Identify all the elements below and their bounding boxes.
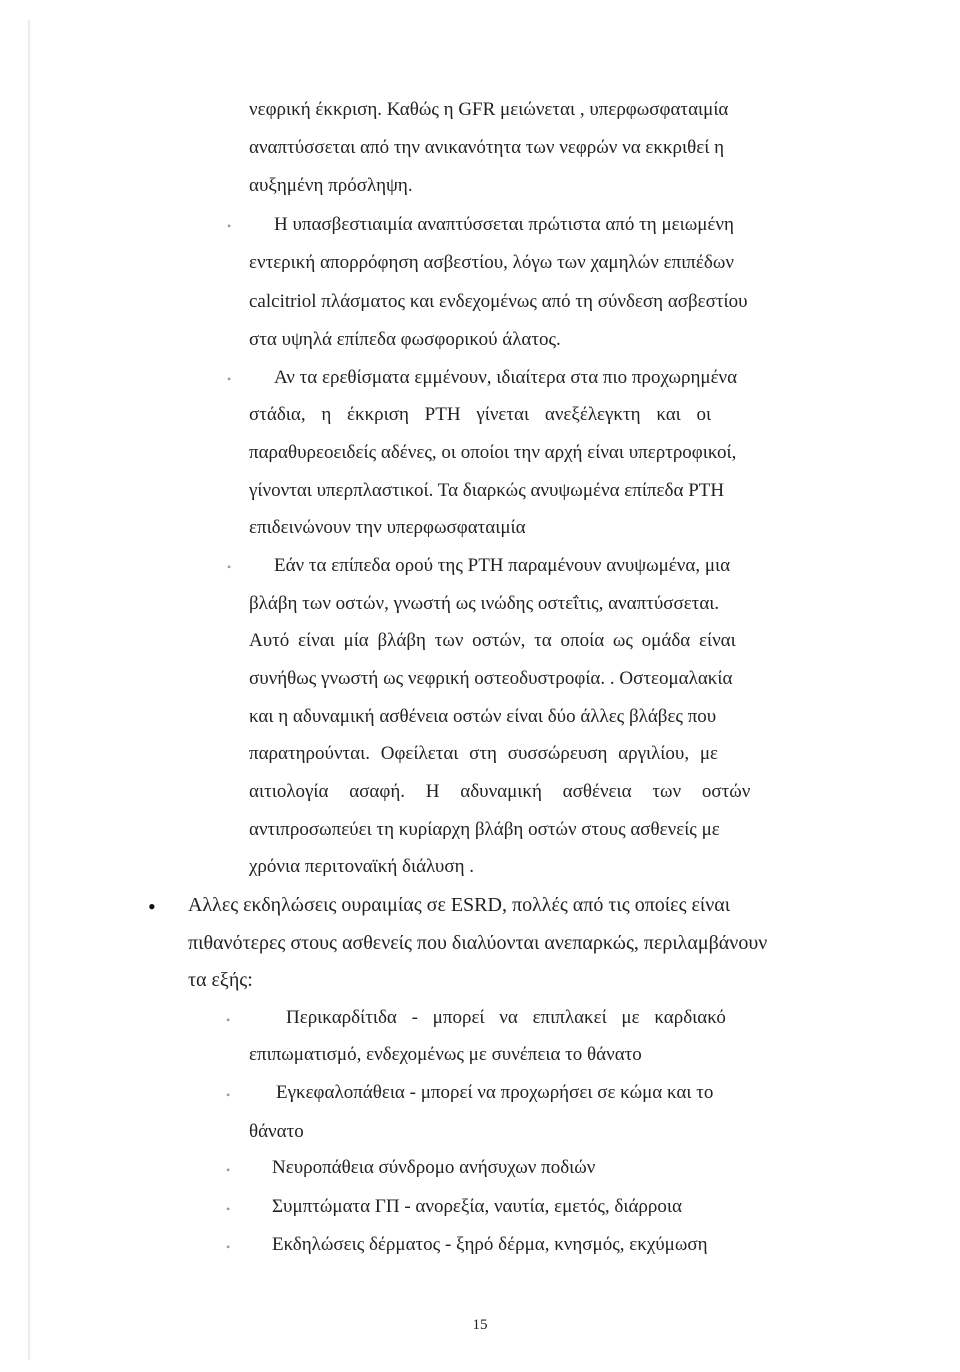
text-line: calcitriol πλάσματος και ενδεχομένως από τη σύνδεση ασβεστίου — [249, 291, 748, 312]
text-line: επιπωματισμό, ενδεχομένως με συνέπεια το θάνατο — [249, 1044, 642, 1065]
text-line: Περικαρδίτιδα - μπορεί να επιπλακεί με καρδιακό — [286, 1007, 726, 1028]
text-line: συνήθως γνωστή ως νεφρική οστεοδυστροφία. . Οστεομαλακία — [249, 668, 733, 689]
list-bullet: • — [227, 560, 232, 574]
list-bullet: • — [227, 372, 232, 386]
scan-edge — [28, 20, 30, 1360]
text-line: εντερική απορρόφηση ασβεστίου, λόγω των χαμηλών επιπέδων — [249, 252, 734, 273]
list-bullet: • — [227, 219, 232, 233]
text-line: αυξημένη πρόσληψη. — [249, 175, 413, 196]
text-line: Η υπασβεστιαιμία αναπτύσσεται πρώτιστα από τη μειωμένη — [274, 214, 734, 235]
list-bullet: • — [226, 1240, 231, 1254]
list-bullet: • — [226, 1013, 231, 1027]
text-line: Εκδηλώσεις δέρματος - ξηρό δέρμα, κνησμός, εκχύμωση — [272, 1234, 708, 1255]
list-bullet: • — [226, 1088, 231, 1102]
text-line: παρατηρούνται. Οφείλεται στη συσσώρευση αργιλίου, με — [249, 743, 718, 764]
text-line: Εάν τα επίπεδα ορού της PTH παραμένουν ανυψωμένα, μια — [274, 555, 731, 576]
list-bullet: • — [226, 1202, 231, 1216]
list-bullet: • — [226, 1163, 231, 1177]
text-line: στάδια, η έκκριση PTH γίνεται ανεξέλεγκτη και οι — [249, 404, 712, 425]
text-line: θάνατο — [249, 1121, 304, 1142]
text-line: Συμπτώματα ΓΠ - ανορεξία, ναυτία, εμετός, διάρροια — [272, 1196, 682, 1217]
text-line: Αυτό είναι μία βλάβη των οστών, τα οποία ως ομάδα είναι — [249, 630, 736, 651]
text-line: Αλλες εκδηλώσεις ουραιμίας σε ESRD, πολλές από τις οποίες είναι — [188, 894, 731, 916]
list-bullet: • — [148, 894, 156, 919]
text-line: βλάβη των οστών, γνωστή ως ινώδης οστεΐτις, αναπτύσσεται. — [249, 593, 720, 614]
text-line: παραθυρεοειδείς αδένες, οι οποίοι την αρχή είναι υπερτροφικοί, — [249, 442, 737, 463]
text-line: χρόνια περιτοναϊκή διάλυση . — [249, 856, 475, 877]
text-line: Νευροπάθεια σύνδρομο ανήσυχων ποδιών — [272, 1157, 596, 1178]
text-line: γίνονται υπερπλαστικοί. Τα διαρκώς ανυψωμένα επίπεδα PTH — [249, 480, 725, 501]
page-number: 15 — [472, 1317, 488, 1333]
text-line: πιθανότερες στους ασθενείς που διαλύονται ανεπαρκώς, περιλαμβάνουν — [188, 932, 768, 954]
text-line: νεφρική έκκριση. Καθώς η GFR μειώνεται , υπερφωσφαταιμία — [249, 99, 729, 120]
text-line: τα εξής: — [188, 969, 253, 991]
text-line: αναπτύσσεται από την ανικανότητα των νεφρών να εκκριθεί η — [249, 137, 725, 158]
text-line: Εγκεφαλοπάθεια - μπορεί να προχωρήσει σε κώμα και το — [276, 1082, 714, 1103]
text-line: αιτιολογία ασαφή. Η αδυναμική ασθένεια των οστών — [249, 781, 751, 802]
text-line: αντιπροσωπεύει τη κυρίαρχη βλάβη οστών στους ασθενείς με — [249, 819, 720, 840]
text-line: επιδεινώνουν την υπερφωσφαταιμία — [249, 517, 526, 538]
text-line: Αν τα ερεθίσματα εμμένουν, ιδιαίτερα στα πιο προχωρημένα — [274, 367, 738, 388]
text-line: και η αδυναμική ασθένεια οστών είναι δύο άλλες βλάβες που — [249, 706, 717, 727]
text-line: στα υψηλά επίπεδα φωσφορικού άλατος. — [249, 329, 561, 350]
